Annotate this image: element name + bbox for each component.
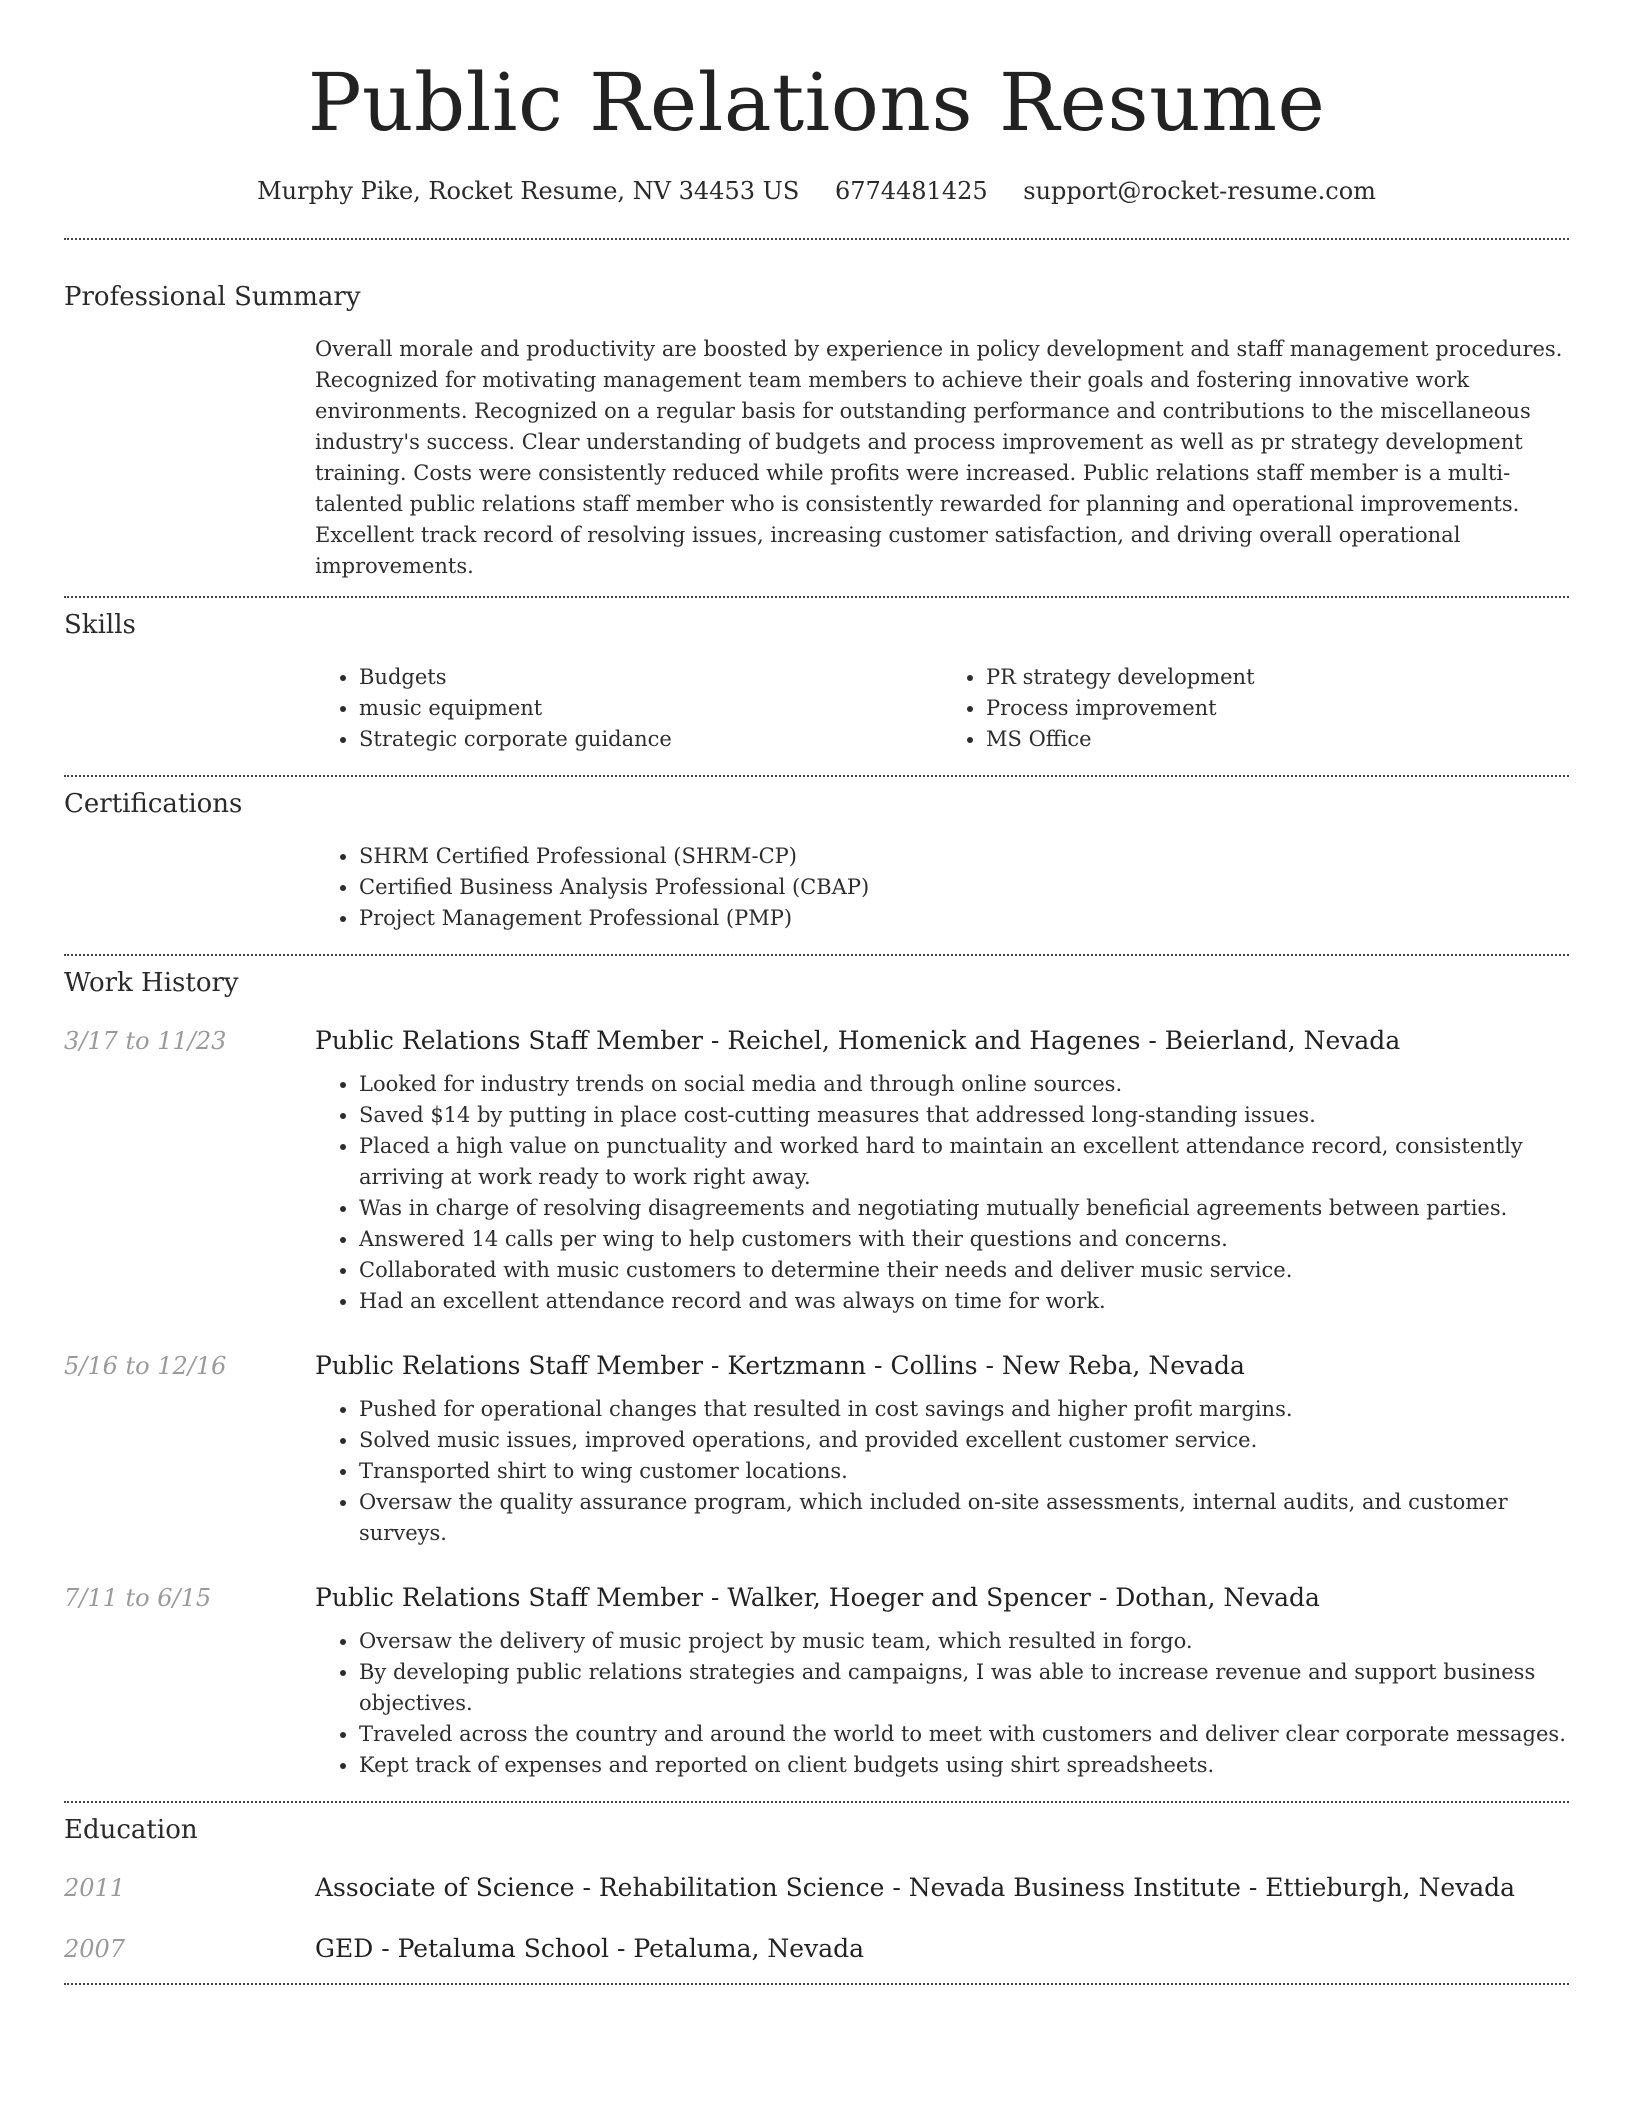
skills-column-right [942,662,1569,755]
resume-title: Public Relations Resume [307,56,1326,149]
job-bullet: • Answered 14 calls per wing to help customers with their questions and concerns. [359,1224,1569,1255]
job-title: Public Relations Staff Member - Walker, Hoeger and Spencer - Dothan, Nevada [315,1583,1320,1612]
job-bullet: • Pushed for operational changes that resulted in cost savings and higher profit margins. [359,1394,1569,1425]
skill-item: • music equipment [359,693,942,724]
education-text: GED - Petaluma School - Petaluma, Nevada [315,1934,865,1963]
resume-page [64,0,1569,1985]
education-entry [64,1873,1569,1902]
education-text: Associate of Science - Rehabilitation Science - Nevada Business Institute - Ettieburgh, Nevada [315,1873,1516,1902]
divider [64,1801,1569,1803]
job-bullet: • Looked for industry trends on social media and through online sources. [359,1069,1569,1100]
skill-item: • Budgets [359,662,942,693]
job-bullet: • Was in charge of resolving disagreements and negotiating mutually beneficial agreements between parties. [359,1193,1569,1224]
divider [64,775,1569,777]
summary-heading: Professional Summary [64,282,361,312]
skill-item: • Process improvement [986,693,1569,724]
job-bullet: • Saved $14 by putting in place cost-cutting measures that addressed long-standing issues. [359,1100,1569,1131]
job-bullet: • Oversaw the quality assurance program, which included on-site assessments, internal audits, and customer surveys. [359,1487,1569,1549]
certifications-heading: Certifications [64,789,243,819]
job-bullet: • Solved music issues, improved operations, and provided excellent customer service. [359,1425,1569,1456]
certification-item: • Certified Business Analysis Professional (CBAP) [359,872,1569,903]
job-bullet: • Kept track of expenses and reported on client budgets using shirt spreadsheets. [359,1750,1569,1781]
job-bullet: • By developing public relations strategies and campaigns, I was able to increase revenue and support business objectives. [359,1657,1569,1719]
job-title: Public Relations Staff Member - Reichel, Homenick and Hagenes - Beierland, Nevada [315,1026,1401,1055]
divider [64,596,1569,598]
education-entry [64,1934,1569,1963]
certifications-list [315,841,1569,934]
divider [64,238,1569,240]
skills-heading: Skills [64,610,136,640]
certification-item: • Project Management Professional (PMP) [359,903,1569,934]
skill-item: • Strategic corporate guidance [359,724,942,755]
job-bullets [315,1626,1569,1781]
divider [64,954,1569,956]
skill-item: • PR strategy development [986,662,1569,693]
divider [64,1983,1569,1985]
job-dates: 5/16 to 12/16 [64,1352,227,1380]
job-header [64,1583,1569,1612]
contact-phone: 6774481425 [834,177,988,205]
job-dates: 7/11 to 6/15 [64,1584,212,1612]
job-bullet: • Had an excellent attendance record and was always on time for work. [359,1286,1569,1317]
summary-text: Overall morale and productivity are boosted by experience in policy development and staff management procedures. Recognized for motivating management team members to achieve their goals and fostering innovative work environments. Recognized on a regular basis for outstanding performance and contributions to the miscellaneous industry's success. Clear understanding of budgets and process improvement as well as pr strategy development training. Costs were consistently reduced while profits were increased. Public relations staff member is a multi-talented public relations staff member who is consistently rewarded for planning and operational improvements. Excellent track record of resolving issues, increasing customer satisfaction, and driving overall operational improvements. [315,337,1563,578]
job-bullet: • Placed a high value on punctuality and worked hard to maintain an excellent attendance record, consistently arriving at work ready to work right away. [359,1131,1569,1193]
job-bullet: • Traveled across the country and around the world to meet with customers and deliver clear corporate messages. [359,1719,1569,1750]
skills-list [315,662,1569,755]
job-bullet: • Collaborated with music customers to determine their needs and deliver music service. [359,1255,1569,1286]
job-bullet: • Transported shirt to wing customer locations. [359,1456,1569,1487]
job-header [64,1026,1569,1055]
job-title: Public Relations Staff Member - Kertzmann - Collins - New Reba, Nevada [315,1351,1245,1380]
job-bullet: • Oversaw the delivery of music project by music team, which resulted in forgo. [359,1626,1569,1657]
work-heading: Work History [64,968,239,998]
education-year: 2011 [64,1874,126,1902]
skill-item: • MS Office [986,724,1569,755]
certification-item: • SHRM Certified Professional (SHRM-CP) [359,841,1569,872]
skills-column-left [315,662,942,755]
job-bullets [315,1069,1569,1317]
contact-email: support@rocket-resume.com [1023,177,1376,205]
job-bullets [315,1394,1569,1549]
contact-line [64,174,1569,208]
contact-address: Murphy Pike, Rocket Resume, NV 34453 US [257,177,800,205]
job-header [64,1351,1569,1380]
job-dates: 3/17 to 11/23 [64,1027,227,1055]
education-heading: Education [64,1815,198,1845]
education-year: 2007 [64,1935,126,1963]
